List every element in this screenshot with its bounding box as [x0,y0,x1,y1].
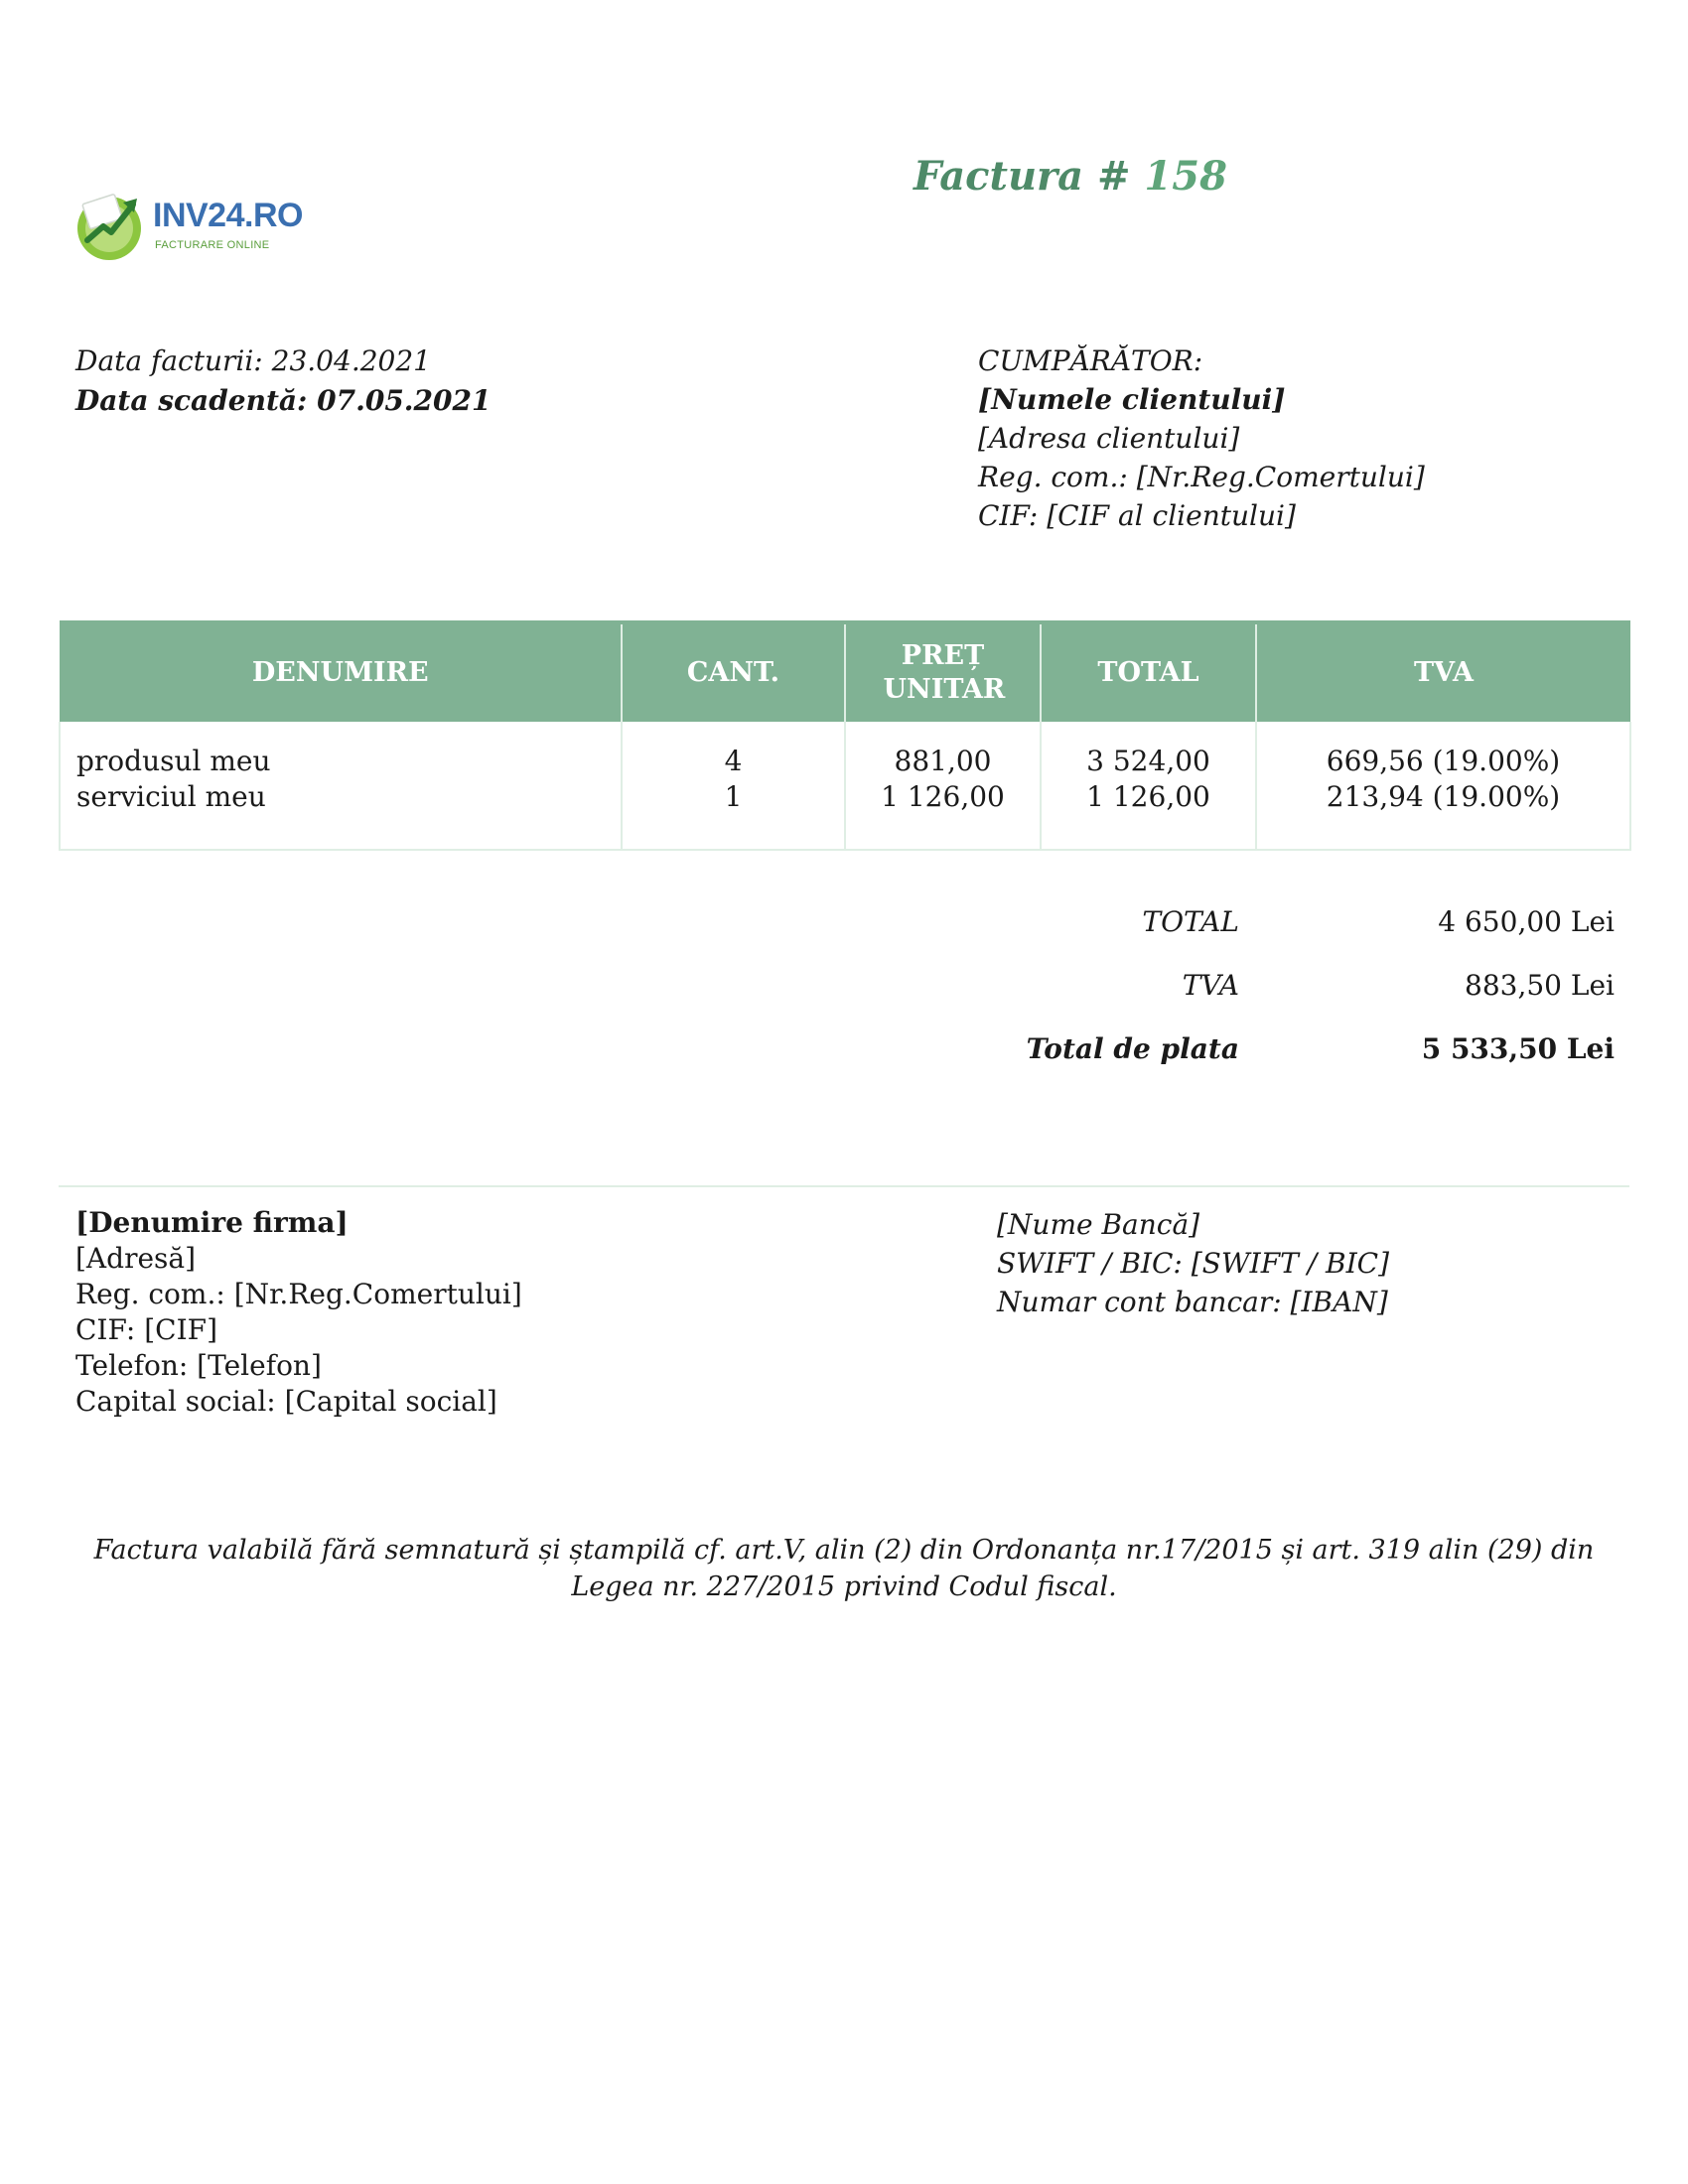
seller-name: [Denumire firma] [75,1206,349,1239]
subtotal-value: 4 650,00 Lei [1438,905,1615,938]
company-logo [75,191,304,264]
seller-phone: Telefon: [Telefon] [75,1349,322,1382]
item-qty-cell [622,722,845,850]
item-name: produsul meu [76,745,271,777]
bank-block [997,1205,1389,1321]
table-row [60,722,1630,850]
due-date-line [75,381,491,421]
seller-address: [Adresă] [75,1242,197,1275]
grand-total-label: Total de plata [1026,1032,1239,1065]
issue-date-value: 23.04.2021 [271,344,431,377]
due-date-value: 07.05.2021 [317,384,492,417]
buyer-name: [Numele clientului] [978,383,1286,416]
issue-date-line [75,341,491,381]
column-header-name: DENUMIRE [60,622,622,722]
buyer-reg-com: Reg. com.: [Nr.Reg.Comertului] [978,461,1425,493]
legal-note: Factura valabilă fără semnatură și ștampilă cf. art.V, alin (2) din Ordonanța nr.17/2015 și art. 319 alin (29) din Legea nr. 227/2015 privind Codul fiscal. [93,1535,1595,1602]
item-vat-cell [1256,722,1630,850]
section-divider [59,1185,1629,1187]
buyer-cif: CIF: [CIF al clientului] [978,499,1296,532]
invoice-title [914,153,1227,200]
item-total: 3 524,00 [1086,745,1210,777]
buyer-block [978,341,1425,535]
grand-total-value: 5 533,50 Lei [1421,1032,1615,1065]
item-qty: 1 [724,780,743,813]
seller-block [75,1205,522,1420]
table-header-row [60,622,1630,722]
subtotal-label: TOTAL [1142,905,1239,938]
vat-total-value: 883,50 Lei [1465,969,1615,1002]
item-unit-price: 881,00 [894,745,992,777]
column-header-unit-price [845,622,1041,722]
invoice-title-prefix: Factura # [914,153,1131,200]
item-unit-price: 1 126,00 [881,780,1005,813]
invoice-dates [75,341,491,421]
bank-name: [Nume Bancă] [997,1208,1200,1241]
item-name: serviciul meu [76,780,266,813]
item-vat: 213,94 (19.00%) [1326,780,1561,813]
logo-chart-icon [75,191,147,264]
buyer-heading: CUMPĂRĂTOR: [978,344,1203,377]
due-date-label: Data scadentă: [75,384,308,417]
logo-text: INV24.RO [153,197,303,234]
item-qty: 4 [724,745,743,777]
item-vat: 669,56 (19.00%) [1326,745,1561,777]
issue-date-label: Data facturii: [75,344,263,377]
subtotal-row [993,905,1615,969]
invoice-number: 158 [1144,153,1227,200]
vat-total-row [993,969,1615,1032]
buyer-address: [Adresa clientului] [978,422,1240,455]
column-header-qty: CANT. [622,622,845,722]
bank-swift: SWIFT / BIC: [SWIFT / BIC] [997,1247,1390,1280]
column-header-vat: TVA [1256,622,1630,722]
column-header-total: TOTAL [1041,622,1256,722]
grand-total-row [993,1032,1615,1096]
seller-capital: Capital social: [Capital social] [75,1385,497,1418]
item-total: 1 126,00 [1086,780,1210,813]
totals-block [993,905,1615,1096]
seller-reg-com: Reg. com.: [Nr.Reg.Comertului] [75,1278,522,1310]
logo-subtitle: FACTURARE ONLINE [155,239,270,251]
bank-iban: Numar cont bancar: [IBAN] [997,1286,1388,1318]
items-table [59,620,1631,851]
item-unit-price-cell [845,722,1041,850]
seller-cif: CIF: [CIF] [75,1313,218,1346]
item-name-cell [60,722,622,850]
vat-total-label: TVA [1182,969,1239,1002]
unit-price-header-text: PREȚ UNITAR [883,640,1006,705]
item-total-cell [1041,722,1256,850]
